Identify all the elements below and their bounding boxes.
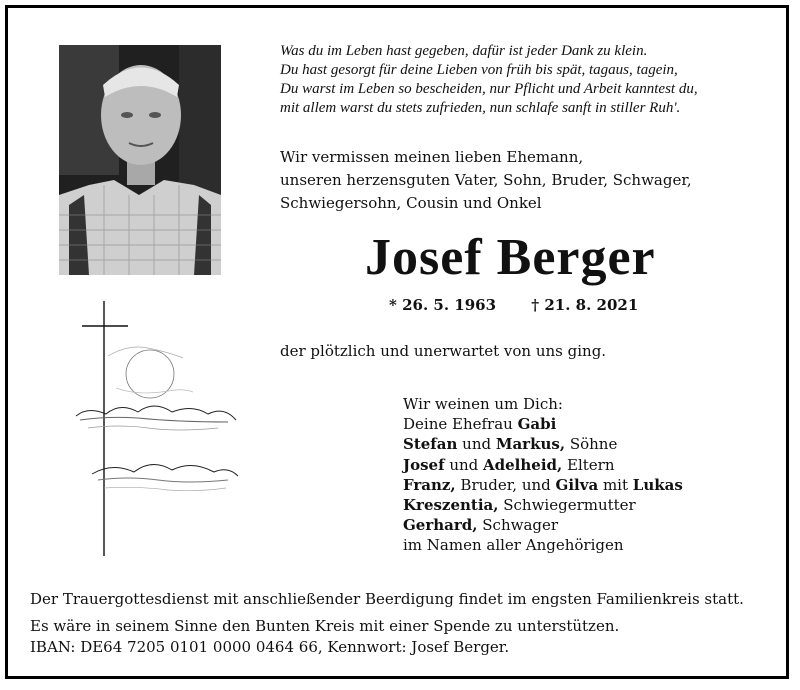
cross-landscape-illustration xyxy=(68,296,248,561)
mourner-line xyxy=(403,475,683,495)
mourner-name: Markus, xyxy=(495,435,566,454)
passing-text: der plötzlich und unerwartet von uns ging. xyxy=(280,342,607,360)
mourner-text: und xyxy=(444,455,484,474)
mourner-name: Lukas xyxy=(632,475,683,494)
mourner-line xyxy=(403,434,683,454)
mourner-text: Eltern xyxy=(562,455,615,474)
sun-icon xyxy=(108,347,193,398)
mourner-name: Kreszentia, xyxy=(403,496,499,515)
funeral-service-text: Der Trauergottesdienst mit anschließender Beerdigung findet im engsten Familienkreis statt. xyxy=(30,590,744,608)
obituary-notice xyxy=(5,5,789,679)
mourners-heading: Wir weinen um Dich: xyxy=(403,395,563,413)
portrait-photo xyxy=(59,45,221,275)
mourner-text: Deine Ehefrau xyxy=(403,415,518,434)
mourner-line xyxy=(403,455,683,475)
mourner-text: und xyxy=(457,435,496,454)
mourner-text: Schwiegermutter xyxy=(498,496,636,515)
portrait-image xyxy=(59,45,221,275)
deceased-name: Josef Berger xyxy=(365,229,656,286)
life-dates xyxy=(389,296,638,314)
mourner-name: Josef xyxy=(403,455,445,474)
intro-line: unseren herzensguten Vater, Sohn, Bruder, Schwager, xyxy=(280,171,692,189)
mourner-name: Stefan xyxy=(403,435,458,454)
death-date: † 21. 8. 2021 xyxy=(531,296,639,314)
memorial-poem xyxy=(280,42,780,118)
poem-line: Du warst im Leben so bescheiden, nur Pflicht und Arbeit kanntest du, xyxy=(280,81,698,97)
mourner-text: Bruder, und xyxy=(455,475,556,494)
mourner-name: Gabi xyxy=(517,415,557,434)
mourners-list xyxy=(403,394,683,556)
donation-text xyxy=(30,616,619,658)
cross-icon xyxy=(82,301,128,556)
intro-line: Schwiegersohn, Cousin und Onkel xyxy=(280,194,542,212)
intro-text xyxy=(280,146,780,215)
poem-line: mit allem warst du stets zufrieden, nun schlafe sanft in stiller Ruh'. xyxy=(280,100,681,116)
mourner-text: Schwager xyxy=(477,516,559,535)
mourner-text: mit xyxy=(598,475,633,494)
mourner-line xyxy=(403,414,683,434)
poem-line: Du hast gesorgt für deine Lieben von früh bis spät, tagaus, tagein, xyxy=(280,62,678,78)
donation-line: Es wäre in seinem Sinne den Bunten Kreis mit einer Spende zu unterstützen. xyxy=(30,617,620,635)
mourner-name: Adelheid, xyxy=(483,455,563,474)
mourner-name: Franz, xyxy=(403,475,456,494)
mourner-line xyxy=(403,515,683,535)
mourner-name: Gilva xyxy=(555,475,599,494)
mourner-text: Söhne xyxy=(565,435,618,454)
poem-line: Was du im Leben hast gegeben, dafür ist jeder Dank zu klein. xyxy=(280,43,648,59)
hills-icon xyxy=(76,406,238,491)
mourner-line xyxy=(403,495,683,515)
intro-line: Wir vermissen meinen lieben Ehemann, xyxy=(280,148,584,166)
donation-iban: IBAN: DE64 7205 0101 0000 0464 66, Kennwort: Josef Berger. xyxy=(30,638,510,656)
mourner-line: im Namen aller Angehörigen xyxy=(403,536,624,555)
mourner-name: Gerhard, xyxy=(403,516,478,535)
birth-date: * 26. 5. 1963 xyxy=(389,296,497,314)
